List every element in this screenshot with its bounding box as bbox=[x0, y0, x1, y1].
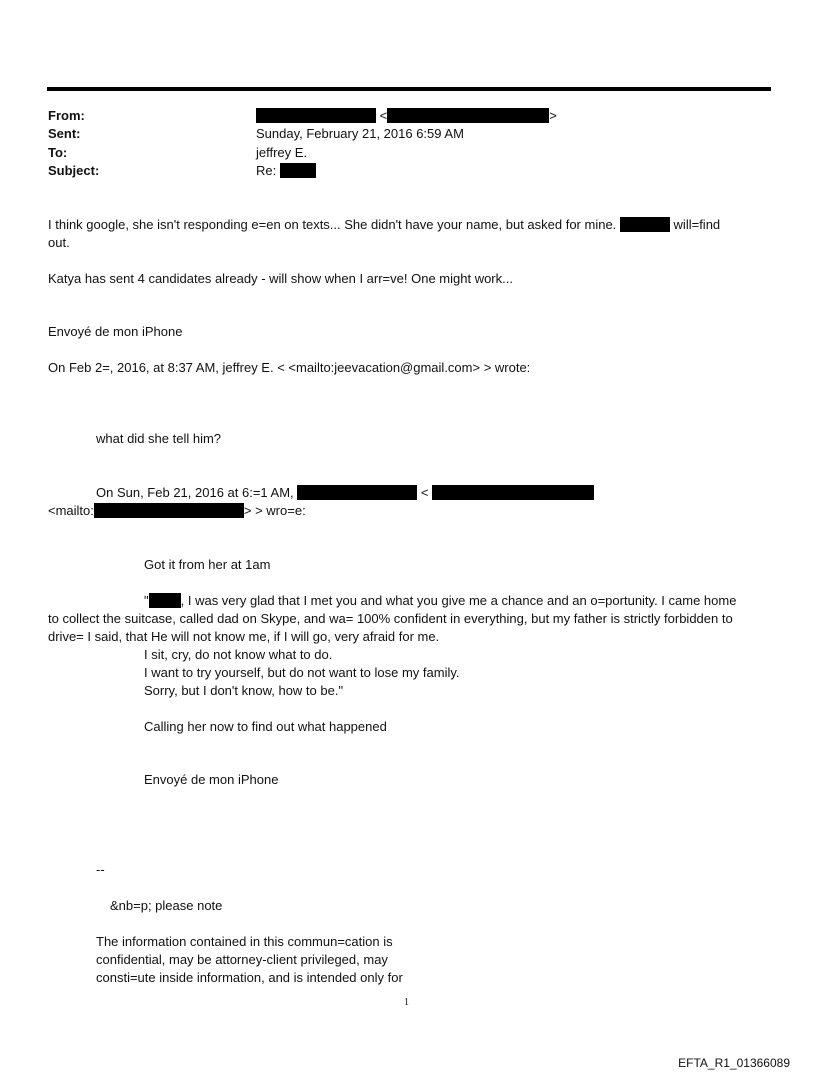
quote2-quote-line6: Sorry, but I don't know, how to be." bbox=[144, 683, 344, 698]
please-note: &nb=p; please note bbox=[110, 898, 223, 913]
quote2-intro-text: On Sun, Feb 21, 2016 at 6:=1 AM, bbox=[96, 485, 294, 500]
quote2-open-bracket: < bbox=[420, 485, 429, 500]
redaction-box bbox=[620, 217, 670, 232]
quote2-quote-line4: I sit, cry, do not know what to do. bbox=[144, 647, 333, 662]
quote2-quote-line2: to collect the suitcase, called dad on Skype, and wa= 100% confident in everything, but my father is strictly forbidden to bbox=[48, 611, 733, 626]
body-p1-line1 bbox=[48, 217, 720, 233]
quote2-p1: Got it from her at 1am bbox=[144, 557, 271, 572]
subject-label: Subject: bbox=[48, 163, 100, 178]
redaction-box bbox=[94, 503, 244, 518]
body-p1-text-cont: will=find bbox=[673, 217, 721, 232]
from-open-bracket: < bbox=[379, 108, 388, 123]
quote-mark: " bbox=[144, 593, 149, 608]
disclaimer-line1: The information contained in this commun=cation is bbox=[96, 934, 393, 949]
quote2-quote-line5: I want to try yourself, but do not want to lose my family. bbox=[144, 665, 460, 680]
quote1-text: what did she tell him? bbox=[96, 431, 222, 446]
from-value bbox=[256, 108, 557, 123]
sent-label: Sent: bbox=[48, 126, 81, 141]
disclaimer-line2: confidential, may be attorney-client privileged, may bbox=[96, 952, 388, 967]
quote2-intro-line2 bbox=[48, 503, 306, 519]
quote2-intro-line1 bbox=[96, 485, 594, 501]
body-p1-text: I think google, she isn't responding e=en on texts... She didn't have your name, but asked for mine. bbox=[48, 217, 617, 232]
redaction-box bbox=[280, 163, 316, 178]
redaction-box bbox=[387, 108, 549, 123]
quote2-calling: Calling her now to find out what happened bbox=[144, 719, 387, 734]
from-close-bracket: > bbox=[549, 108, 557, 123]
sent-value: Sunday, February 21, 2016 6:59 AM bbox=[256, 126, 464, 141]
disclaimer-line3: consti=ute inside information, and is intended only for bbox=[96, 970, 403, 985]
signature-1: Envoyé de mon iPhone bbox=[48, 324, 183, 339]
quote2-quote-line3: drive= I said, that He will not know me, if I will go, very afraid for me. bbox=[48, 629, 440, 644]
quote2-signature: Envoyé de mon iPhone bbox=[144, 772, 279, 787]
quote2-quote-text: , I was very glad that I met you and what you give me a chance and an o=portunity. I came home bbox=[180, 593, 737, 608]
quote1-intro: On Feb 2=, 2016, at 8:37 AM, jeffrey E. < <mailto:jeevacation@gmail.com> > wrote: bbox=[48, 360, 531, 375]
redaction-box bbox=[432, 485, 594, 500]
dashes: -- bbox=[96, 862, 105, 877]
quote2-wrote: > > wro=e: bbox=[243, 503, 306, 518]
body-p1-line2: out. bbox=[48, 235, 70, 250]
to-value: jeffrey E. bbox=[256, 145, 308, 160]
quote2-mailto: <mailto: bbox=[48, 503, 94, 518]
from-label: From: bbox=[48, 108, 85, 123]
redaction-box bbox=[297, 485, 417, 500]
subject-value bbox=[256, 163, 316, 178]
quote2-quote-line1 bbox=[144, 593, 736, 609]
page-number: 1 bbox=[404, 997, 409, 1008]
body-p2: Katya has sent 4 candidates already - will show when I arr=ve! One might work... bbox=[48, 271, 513, 286]
document-id: EFTA_R1_01366089 bbox=[678, 1056, 790, 1070]
header-rule bbox=[47, 87, 771, 91]
redaction-box bbox=[256, 108, 376, 123]
subject-prefix: Re: bbox=[256, 163, 277, 178]
redaction-box bbox=[149, 593, 181, 608]
to-label: To: bbox=[48, 145, 68, 160]
